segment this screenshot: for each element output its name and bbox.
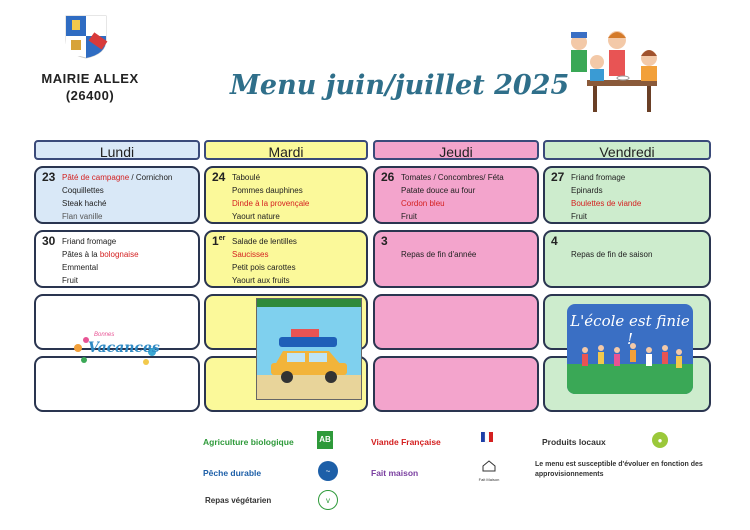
menu-items xyxy=(232,171,309,223)
menu-item: bolognaise xyxy=(99,250,139,259)
mairie-line2: (26400) xyxy=(65,88,115,103)
menu-items xyxy=(571,248,652,261)
menu-item: Cordon bleu xyxy=(401,199,445,208)
menu-item: Tomates / Concombres/ Féta xyxy=(401,173,504,182)
menu-cell-mardi-24 xyxy=(204,166,368,224)
menu-item: Friand fromage xyxy=(62,237,117,246)
menu-item: Epinards xyxy=(571,186,603,195)
local-products-icon: ● xyxy=(652,432,668,448)
ecole-finie-image xyxy=(567,304,693,394)
menu-item: Yaourt aux fruits xyxy=(232,276,290,285)
day-number: 30 xyxy=(42,234,56,248)
menu-item: Cornichon xyxy=(135,173,173,182)
vacances-text: Vacances xyxy=(88,340,160,356)
menu-items xyxy=(401,171,504,223)
menu-item: Steak haché xyxy=(62,199,107,208)
menu-items xyxy=(571,171,641,223)
menu-item: Pâté de campagne xyxy=(62,173,130,182)
ecole-finie-text: L'école est finie ! xyxy=(570,312,690,348)
menu-item: Coquillettes xyxy=(62,186,104,195)
legend-viande-label: Viande Française xyxy=(371,437,441,447)
menu-disclaimer: Le menu est susceptible d'évoluer en fonction des approvisionnements xyxy=(535,461,703,478)
menu-cell-lundi-23 xyxy=(34,166,200,224)
children-eating-illustration xyxy=(565,28,675,116)
menu-item: Pommes dauphines xyxy=(232,186,303,195)
menu-cell-mardi-1er xyxy=(204,230,368,288)
day-header-jeudi: Jeudi xyxy=(373,140,539,160)
menu-item: Fruit xyxy=(571,212,587,221)
holiday-car-image xyxy=(256,298,362,400)
menu-cell-jeudi-26 xyxy=(373,166,539,224)
day-number: 3 xyxy=(381,234,388,248)
mairie-line1: MAIRIE ALLEX xyxy=(41,71,139,86)
menu-item: Fruit xyxy=(401,212,417,221)
menu-cell-vendredi-4 xyxy=(543,230,711,288)
menu-items xyxy=(401,248,476,261)
allex-coat-of-arms-logo xyxy=(64,14,108,60)
french-flag-icon xyxy=(481,432,493,446)
menu-items xyxy=(62,235,139,287)
empty-cell-jeudi-r3 xyxy=(373,294,539,350)
menu-item: Emmental xyxy=(62,263,99,272)
legend-fait-maison-label: Fait maison xyxy=(371,468,419,478)
bonnes-vacances-graphic xyxy=(70,330,160,370)
day-header-mardi: Mardi xyxy=(204,140,368,160)
bonnes-text: Bonnes xyxy=(94,332,115,338)
menu-items xyxy=(232,235,297,287)
menu-item: Saucisses xyxy=(232,250,269,259)
menu-item: Flan vanille xyxy=(62,212,103,221)
item-separator: / xyxy=(131,173,134,182)
day-header-vendredi: Vendredi xyxy=(543,140,711,160)
fish-sustainable-icon: ~ xyxy=(318,461,338,481)
legend-peche-label: Pêche durable xyxy=(203,468,262,478)
fait-maison-icon-label: Fait Maison xyxy=(478,477,500,482)
menu-cell-vendredi-27 xyxy=(543,166,711,224)
menu-item: Petit pois carottes xyxy=(232,263,296,272)
menu-item: Repas de fin de saison xyxy=(571,250,653,259)
menu-cell-jeudi-3 xyxy=(373,230,539,288)
legend-locaux-label: Produits locaux xyxy=(542,437,606,447)
day-number: 23 xyxy=(42,170,56,184)
mairie-name xyxy=(30,70,150,104)
menu-item: Yaourt nature xyxy=(232,212,280,221)
menu-item: Taboulé xyxy=(232,173,261,182)
menu-items xyxy=(62,171,172,223)
day-number: 1er xyxy=(212,234,226,248)
menu-item: Fruit xyxy=(62,276,78,285)
day-number: 24 xyxy=(212,170,226,184)
menu-cell-lundi-30 xyxy=(34,230,200,288)
menu-item: Repas de fin d'année xyxy=(401,250,477,259)
menu-item: Pâtes à la xyxy=(62,250,100,259)
menu-item: Dinde à la provençale xyxy=(232,199,310,208)
page-title: Menu juin/juillet 2025 xyxy=(230,70,570,101)
legend-bio-label: Agriculture biologique xyxy=(203,437,294,447)
menu-item: Boulettes de viande xyxy=(571,199,642,208)
day-number: 26 xyxy=(381,170,395,184)
vegetarian-leaf-icon: v xyxy=(318,490,338,510)
legend-vegetarien-label: Repas végétarien xyxy=(205,496,272,505)
ab-bio-icon: AB xyxy=(317,431,333,449)
menu-item: Friand fromage xyxy=(571,173,626,182)
house-icon xyxy=(474,459,504,483)
menu-item: Salade de lentilles xyxy=(232,237,297,246)
day-number: 4 xyxy=(551,234,558,248)
day-header-lundi: Lundi xyxy=(34,140,200,160)
day-number: 27 xyxy=(551,170,565,184)
empty-cell-jeudi-r4 xyxy=(373,356,539,412)
menu-item: Patate douce au four xyxy=(401,186,476,195)
